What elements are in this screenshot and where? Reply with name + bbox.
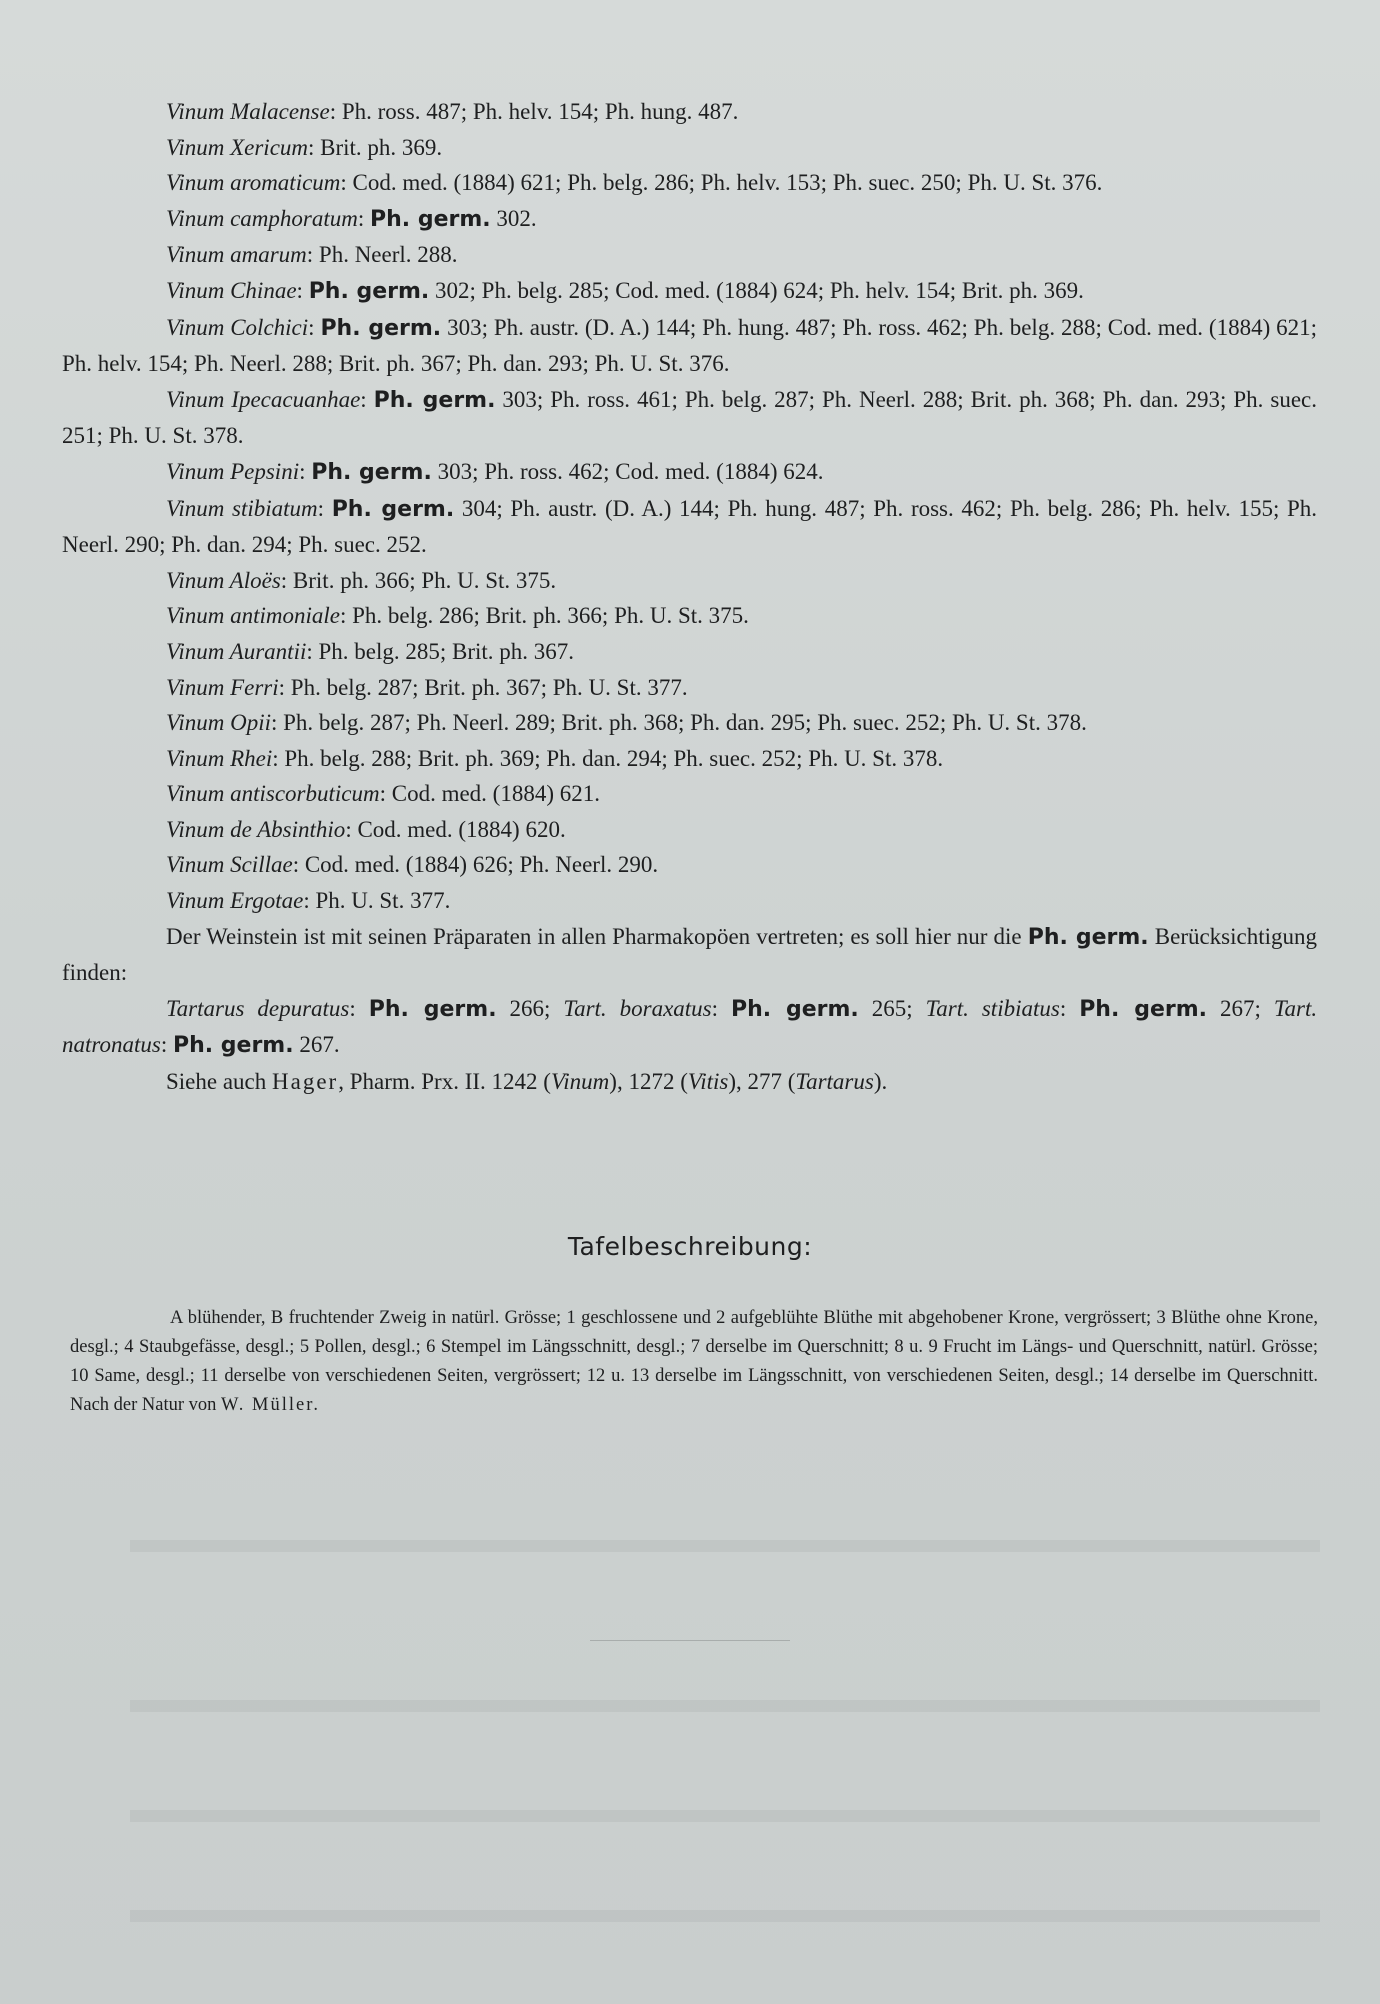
entry-refs-continued: 288; Cod. med. (1884) 621; Ph. helv. 154; Ph. Neerl. 288; Brit. ph. 367; Ph. dan. 293; Ph. U. St. 376. [62, 314, 1318, 377]
ph-germ-label: Ph. germ. [172, 1033, 294, 1059]
entry-vinum-de-absinthio: Vinum de Absinthio: Cod. med. (1884) 620. [166, 816, 566, 842]
entry-refs: 303; Ph. ross. 461; Ph. belg. 287; Ph. Neerl. 288; Brit. ph. 368; [502, 386, 1096, 412]
entry-name: Vinum antimoniale [166, 603, 340, 629]
entry-name: Vinum stibiatum [166, 495, 318, 521]
entry-refs-continued: Ph. U. St. 378. [952, 710, 1087, 736]
entry-refs: 304; Ph. austr. (D. A.) 144; Ph. hung. 487; Ph. ross. 462; Ph. belg. [461, 495, 1094, 521]
entry-name: Vinum Pepsini [166, 458, 300, 484]
entry-vinum-malacense: Vinum Malacense: Ph. ross. 487; Ph. helv. 154; Ph. hung. 487. [166, 99, 739, 124]
entry-name: Vinum Aloës [166, 567, 281, 593]
siehe-word: Tartarus [795, 1069, 874, 1095]
entry-vinum-antimoniale: Vinum antimoniale: Ph. belg. 286; Brit. ph. 366; Ph. U. St. 375. [166, 603, 749, 629]
entry-refs: Cod. med. (1884) 626; Ph. Neerl. 290. [304, 852, 659, 878]
pharmacopoeia-list [62, 94, 1317, 1100]
siehe-text: ), 277 ( [728, 1069, 796, 1095]
weinstein-text: Der Weinstein ist mit seinen Präparaten in allen Pharmakopöen vertreten; es soll hier nur die [166, 923, 1022, 949]
tartarus-ref: 267. [299, 1032, 340, 1058]
entry-vinum-ferri: Vinum Ferri: Ph. belg. 287; Brit. ph. 367; Ph. U. St. 377. [166, 674, 688, 700]
entry-vinum-antiscorbuticum: Vinum antiscorbuticum: Cod. med. (1884) 621. [166, 781, 600, 807]
bleed-through-line [130, 1810, 1320, 1822]
entry-vinum-rhei: Vinum Rhei: Ph. belg. 288; Brit. ph. 369; Ph. dan. 294; Ph. suec. 252; Ph. U. St. 378. [166, 745, 944, 771]
bleed-through-line [130, 1700, 1320, 1712]
entry-name: Vinum Scillae [166, 852, 293, 878]
tartarus-ref: 265; [871, 995, 913, 1021]
plate-caption-text: A blühender, B fruchtender Zweig in natürl. Grösse; 1 geschlossene und 2 aufgeblühte Blüthe mit abgehobener Krone, vergrössert; 3 Blüthe ohne Krone, desgl.; 4 Staubgefässe, desgl.; 5 Pollen, desgl.; 6 Stempel im Längsschnitt, desgl.; 7 derselbe im Querschnitt; 8 u. 9 Frucht im Längs- und Querschnitt, natürl. Grösse; 10 Same, desgl.; 11 derselbe von verschiedenen Seiten, vergrössert; 12 u. 13 derselbe im Längsschnitt, von verschiedenen Seiten, desgl.; 14 derselbe im Querschnitt. Nach der Natur von [70, 1307, 1318, 1415]
entry-refs: 303; Ph. ross. 462; Cod. med. (1884) 624. [437, 458, 824, 484]
entry-name: Vinum camphoratum [166, 205, 358, 231]
siehe-text: ), 1272 ( [609, 1069, 688, 1095]
ph-germ-label: Ph. germ. [368, 996, 497, 1022]
entry-name: Vinum Malacense [166, 99, 330, 124]
entry-name: Vinum aromaticum [166, 170, 341, 196]
entry-refs: Cod. med. (1884) 620. [357, 816, 566, 842]
tartarus-paragraph: Tartarus depuratus: Ph. germ. 266; Tart. boraxatus: Ph. germ. 265; Tart. stibiatus: Ph. germ. 267; Tart. natronatus: Ph. germ. 267. [62, 995, 1318, 1059]
entry-refs: 302; Ph. belg. 285; Cod. med. (1884) 624; Ph. helv. 154; Brit. ph. 369. [435, 277, 1084, 303]
entry-vinum-aromaticum: Vinum aromaticum: Cod. med. (1884) 621; Ph. belg. 286; Ph. helv. 153; Ph. suec. 250; Ph. U. St. 376. [166, 170, 1103, 196]
entry-refs: Ph. ross. 487; Ph. helv. 154; Ph. hung. 487. [341, 99, 739, 124]
ph-germ-label: Ph. germ. [1079, 996, 1207, 1022]
weinstein-text-end: Berücksichtigung finden: [62, 923, 1318, 986]
entry-name: Vinum Chinae [166, 277, 297, 303]
tartarus-name: Tart. natronatus [62, 995, 1318, 1058]
entry-name: Vinum de Absinthio [166, 816, 346, 842]
entry-vinum-xericum: Vinum Xericum: Brit. ph. 369. [166, 134, 443, 160]
ph-germ-label: Ph. germ. [370, 206, 491, 232]
ph-germ-label: Ph. germ. [331, 496, 455, 522]
tartarus-name: Tartarus depuratus [166, 995, 350, 1021]
entry-vinum-stibiatum: Vinum stibiatum: Ph. germ. 304; Ph. austr. (D. A.) 144; Ph. hung. 487; Ph. ross. 462; Ph. belg. 286; Ph. helv. 155; Ph. Neerl. 290; Ph. dan. 294; Ph. suec. 252. [62, 495, 1318, 558]
tartarus-name: Tart. boraxatus [563, 995, 712, 1021]
entry-refs: Ph. belg. 285; Brit. ph. 367. [318, 638, 575, 664]
entry-refs: Ph. belg. 287; Brit. ph. 367; Ph. U. St. 377. [290, 674, 688, 700]
ph-germ-label: Ph. germ. [373, 387, 496, 413]
entry-vinum-pepsini: Vinum Pepsini: Ph. germ. 303; Ph. ross. 462; Cod. med. (1884) 624. [166, 458, 824, 485]
siehe-auch-paragraph [62, 1064, 1317, 1100]
entry-vinum-aurantii: Vinum Aurantii: Ph. belg. 285; Brit. ph. 367. [166, 638, 575, 664]
entry-refs: 303; Ph. austr. (D. A.) 144; Ph. hung. 487; Ph. ross. 462; Ph. belg. [447, 314, 1056, 340]
tartarus-ref: 267; [1219, 995, 1261, 1021]
entry-refs: Brit. ph. 366; Ph. U. St. 375. [292, 567, 557, 593]
entry-refs: Ph. Neerl. 288. [318, 242, 458, 268]
entry-name: Vinum Aurantii [166, 638, 307, 664]
section-divider [590, 1640, 790, 1641]
entry-name: Vinum Ferri [166, 674, 279, 700]
entry-refs-continued: Ph. dan. 293; Ph. suec. 251; Ph. U. St. 378. [62, 386, 1317, 449]
entry-vinum-ipecacuanhae: Vinum Ipecacuanhae: Ph. germ. 303; Ph. ross. 461; Ph. belg. 287; Ph. Neerl. 288; Brit. ph. 368; Ph. dan. 293; Ph. suec. 251; Ph. U. St. 378. [62, 386, 1317, 449]
entry-name: Vinum antiscorbuticum [166, 781, 380, 807]
ph-germ-label: Ph. germ. [308, 278, 430, 304]
entry-name: Vinum Opii [166, 710, 271, 736]
entry-name: Vinum Xericum [166, 134, 309, 160]
entry-name: Vinum amarum [166, 242, 307, 268]
siehe-text: ). [873, 1069, 888, 1095]
entry-refs: Ph. belg. 287; Ph. Neerl. 289; Brit. ph. 368; Ph. dan. 295; Ph. suec. 252; [283, 710, 947, 736]
entry-name: Vinum Rhei [166, 745, 273, 771]
plate-caption-author: W. Müller. [221, 1394, 320, 1415]
ph-germ-label: Ph. germ. [730, 996, 859, 1022]
siehe-author: Hager [272, 1069, 339, 1095]
siehe-pre: Siehe auch [166, 1069, 267, 1095]
entry-refs-continued: Ph. U. St. 376. [967, 170, 1103, 196]
ph-germ-label: Ph. germ. [1027, 924, 1149, 950]
entry-refs: Brit. ph. 369. [320, 134, 443, 160]
entry-refs: 302. [496, 205, 537, 231]
siehe-text: , Pharm. Prx. II. 1242 ( [338, 1069, 551, 1095]
entry-refs-continued: 286; Ph. helv. 155; Ph. Neerl. 290; Ph. dan. 294; Ph. suec. 252. [62, 495, 1318, 558]
entry-vinum-chinae: Vinum Chinae: Ph. germ. 302; Ph. belg. 285; Cod. med. (1884) 624; Ph. helv. 154; Brit. ph. 369. [166, 277, 1084, 304]
tafelbeschreibung-heading: Tafelbeschreibung: [567, 1232, 813, 1261]
entry-refs: Ph. U. St. 377. [315, 888, 451, 914]
entry-vinum-scillae: Vinum Scillae: Cod. med. (1884) 626; Ph. Neerl. 290. [166, 852, 659, 878]
siehe-word: Vinum [550, 1069, 610, 1095]
entry-refs: Cod. med. (1884) 621. [391, 781, 600, 807]
entry-vinum-amarum: Vinum amarum: Ph. Neerl. 288. [166, 242, 458, 268]
entry-vinum-ergotae: Vinum Ergotae: Ph. U. St. 377. [166, 888, 451, 914]
bleed-through-line [130, 1540, 1320, 1552]
tartarus-name: Tart. stibiatus [925, 995, 1060, 1021]
tartarus-ref: 266; [509, 995, 551, 1021]
entry-name: Vinum Ergotae [166, 888, 304, 914]
entry-refs: Ph. belg. 288; Brit. ph. 369; Ph. dan. 294; Ph. suec. 252; Ph. U. St. 378. [284, 745, 944, 771]
ph-germ-label: Ph. germ. [311, 459, 432, 485]
entry-vinum-opii: Vinum Opii: Ph. belg. 287; Ph. Neerl. 289; Brit. ph. 368; Ph. dan. 295; Ph. suec. 252; Ph. U. St. 378. [166, 710, 1087, 736]
entry-vinum-colchici: Vinum Colchici: Ph. germ. 303; Ph. austr. (D. A.) 144; Ph. hung. 487; Ph. ross. 462; Ph. belg. 288; Cod. med. (1884) 621; Ph. helv. 154; Ph. Neerl. 288; Brit. ph. 367; Ph. dan. 293; Ph. U. St. 376. [62, 314, 1318, 377]
ph-germ-label: Ph. germ. [320, 315, 442, 341]
plate-caption [70, 1304, 1318, 1420]
entry-vinum-aloes: Vinum Aloës: Brit. ph. 366; Ph. U. St. 375. [166, 567, 557, 593]
entry-refs: Cod. med. (1884) 621; Ph. belg. 286; Ph. helv. 153; Ph. suec. 250; [352, 170, 962, 196]
bleed-through-line [130, 1910, 1320, 1922]
entry-refs: Ph. belg. 286; Brit. ph. 366; Ph. U. St. 375. [352, 603, 749, 629]
entry-vinum-camphoratum: Vinum camphoratum: Ph. germ. 302. [166, 205, 537, 232]
weinstein-paragraph [62, 919, 1317, 991]
entry-name: Vinum Ipecacuanhae [166, 386, 361, 412]
entry-name: Vinum Colchici [166, 314, 309, 340]
siehe-word: Vitis [687, 1069, 729, 1095]
